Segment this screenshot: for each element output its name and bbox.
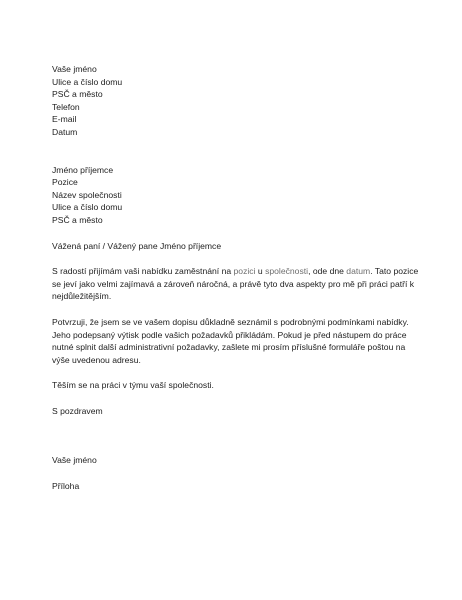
paragraph-text: , ode dne [308, 266, 347, 277]
sender-email: E-mail [52, 114, 77, 125]
sender-name: Vaše jméno [52, 64, 97, 74]
paragraph-text: . Tato pozice se jeví jako velmi zajímavá a zároveň náročná, a právě tyto dva aspekty pro mě při práci patří k nejdůležitějším. [52, 266, 419, 302]
sender-zip-city: PSČ a město [52, 89, 103, 100]
recipient-block [52, 164, 422, 227]
attachment-label: Příloha [52, 481, 80, 492]
placeholder-position: pozici [233, 266, 256, 277]
letter-date: Datum [52, 126, 78, 137]
sender-street: Ulice a číslo domu [52, 76, 123, 87]
placeholder-date: datum [346, 266, 371, 277]
closing: S pozdravem [52, 405, 103, 416]
paragraph-text: u [255, 266, 266, 277]
signature-name: Vaše jméno [52, 455, 97, 466]
salutation: Vážená paní / Vážený pane Jméno příjemce [52, 240, 222, 251]
paragraph-text: S radostí přijímám vaši nabídku zaměstnání na [52, 266, 234, 277]
recipient-name: Jméno příjemce [52, 164, 114, 175]
recipient-street: Ulice a číslo domu [52, 202, 123, 213]
placeholder-company: společnosti [265, 266, 309, 277]
recipient-company: Název společnosti [52, 189, 122, 200]
paragraph-looking-forward: Těším se na práci v týmu vaší společnosti. [52, 380, 214, 391]
paragraph-acceptance [52, 265, 422, 303]
recipient-zip-city: PSČ a město [52, 214, 103, 225]
recipient-position: Pozice [52, 177, 78, 188]
sender-phone: Telefon [52, 101, 80, 112]
sender-block [52, 63, 422, 139]
paragraph-confirmation: Potvrzuji, že jsem se ve vašem dopisu důkladně seznámil s podrobnými podmínkami nabídky. Jeho podepsaný výtisk podle vašich požadavků přikládám. Pokud je před nástupem do práce nutné splnit další administrativní požadavky, zašlete mi prosím příslušné formuláře poštou na výše uvedenou adresu. [52, 316, 409, 365]
letter-body [52, 63, 422, 493]
